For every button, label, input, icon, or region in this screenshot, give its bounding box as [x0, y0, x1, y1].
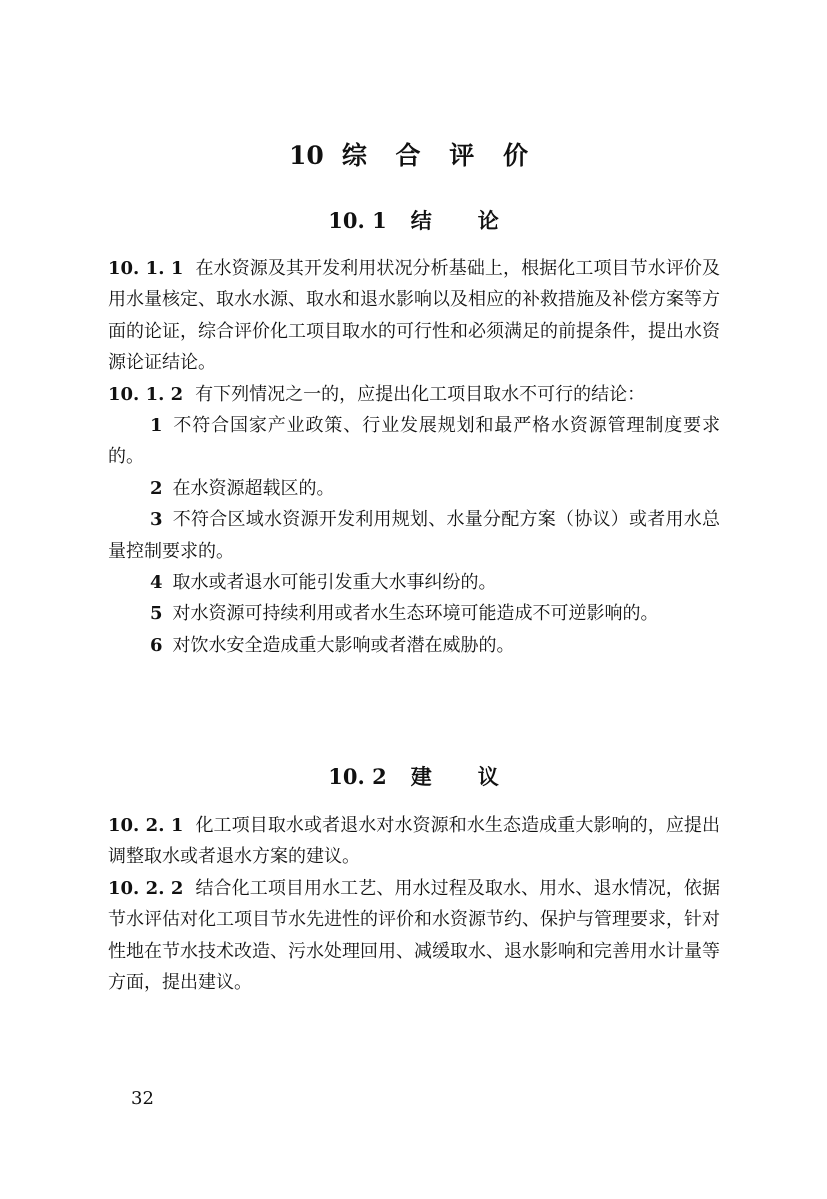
- section-title-text: 结论: [410, 209, 545, 233]
- item-number: 4: [150, 572, 163, 594]
- section-title-recommendation: [0, 761, 827, 791]
- clause: [108, 379, 720, 410]
- clause-text: 在水资源及其开发利用状况分析基础上，根据化工项目节水评价及用水量核定、取水水源、取水和退水影响以及相应的补救措施及补偿方案等方面的论证，综合评价化工项目取水的可行性和必须满足的前提条件，提出水资源论证结论。: [108, 258, 721, 374]
- section-number: 10. 2: [328, 764, 387, 789]
- item-number: 5: [150, 603, 163, 625]
- clause-number: 10. 1. 1: [108, 258, 184, 279]
- list-item: [108, 567, 720, 598]
- section-number: 10. 1: [328, 208, 387, 233]
- clause-text: 结合化工项目用水工艺、用水过程及取水、用水、退水情况，依据节水评估对化工项目节水先进性的评价和水资源节约、保护与管理要求，针对性地在节水技术改造、污水处理回用、减缓取水、退水影响和完善用水计量等方面，提出建议。: [108, 877, 721, 994]
- clause: [108, 810, 720, 873]
- conclusion-body: [108, 253, 720, 661]
- item-number: 6: [150, 634, 163, 656]
- clause-number: 10. 2. 1: [108, 815, 184, 836]
- list-item: [108, 473, 720, 504]
- list-item: [108, 504, 720, 567]
- clause: [108, 253, 720, 379]
- clause-number: 10. 1. 2: [108, 383, 184, 405]
- item-text: 在水资源超载区的。: [172, 477, 335, 499]
- page-number: 32: [131, 1088, 154, 1109]
- chapter-title-text: 综 合 评 价: [341, 141, 538, 170]
- item-text: 对饮水安全造成重大影响或者潜在威胁的。: [172, 634, 515, 656]
- item-number: 2: [150, 477, 163, 499]
- item-text: 不符合区域水资源开发利用规划、水量分配方案（协议）或者用水总量控制要求的。: [108, 509, 720, 562]
- clause: [108, 873, 720, 999]
- item-text: 对水资源可持续利用或者水生态环境可能造成不可逆影响的。: [172, 603, 659, 625]
- item-text: 取水或者退水可能引发重大水事纠纷的。: [172, 572, 497, 594]
- recommendation-body: [108, 810, 720, 998]
- section-title-conclusion: [0, 205, 827, 235]
- item-text: 不符合国家产业政策、行业发展规划和最严格水资源管理制度要求的。: [108, 415, 720, 468]
- list-item: [108, 410, 720, 473]
- item-number: 1: [150, 415, 163, 437]
- clause-number: 10. 2. 2: [108, 877, 184, 899]
- chapter-title: [0, 136, 827, 172]
- section-title-text: 建议: [410, 765, 545, 789]
- clause-text: 化工项目取水或者退水对水资源和水生态造成重大影响的，应提出调整取水或者退水方案的建议。: [108, 815, 721, 868]
- chapter-number: 10: [289, 141, 324, 170]
- list-item: [108, 630, 720, 661]
- list-item: [108, 598, 720, 629]
- clause-text: 有下列情况之一的，应提出化工项目取水不可行的结论：: [195, 383, 646, 405]
- item-number: 3: [150, 509, 163, 531]
